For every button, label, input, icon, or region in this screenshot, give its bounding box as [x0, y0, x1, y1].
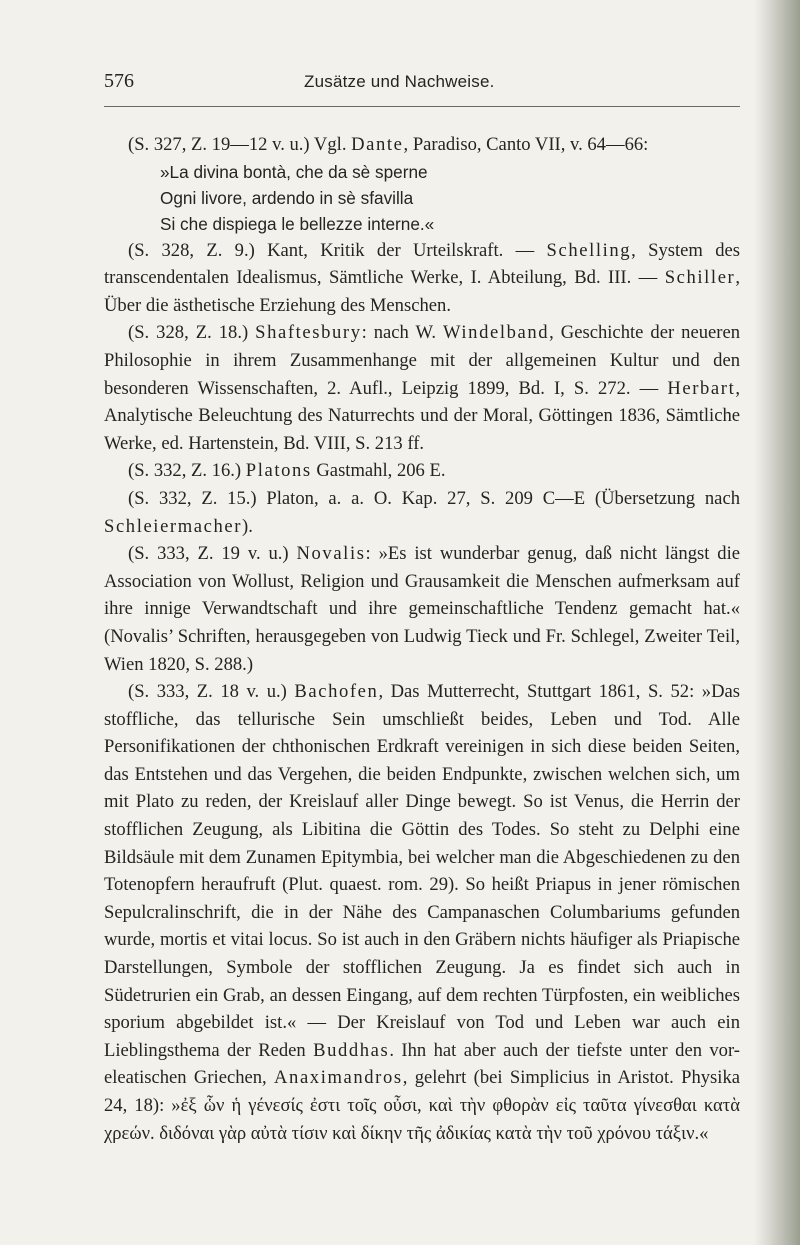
note-text: , Analytische Beleuchtung des Naturrechts und der Moral, Göttingen 1836, Sämtliche Werke, ed. Hartenstein, Bd. VIII, S. 213 ff. — [104, 377, 740, 454]
page-number: 576 — [104, 70, 134, 92]
note-ref: (S. 333, Z. 19 v. u.) — [128, 543, 297, 565]
author-name: Schiller — [664, 267, 736, 289]
note-dante — [104, 131, 740, 159]
note-text: ). — [242, 515, 253, 537]
page-body — [104, 131, 740, 1147]
note-ref: (S. 328, Z. 9.) Kant, Kritik der Urteilskraft. — — [128, 239, 547, 261]
author-name: Herbart — [667, 377, 736, 399]
note-kant — [104, 237, 740, 320]
note-text: . Ihn hat aber auch der tiefste unter den vor-eleatischen Griechen, — [104, 1039, 740, 1089]
author-name: Novalis — [296, 543, 366, 565]
note-ref: (S. 327, Z. 19—12 v. u.) Vgl. — [128, 134, 352, 155]
author-name: Buddhas — [313, 1039, 390, 1061]
note-text: : »Es ist wunderbar genug, daß nicht längst die Association von Wollust, Religion und Grausamkeit die Menschen aufmerksam auf ihre innige Verwandtschaft und ihre gemeinschaftliche Tendenz gemacht hat.« (Novalis’ Schriften, herausgegeben von Ludwig Tieck und Fr. Schlegel, Zweiter Teil, Wien 1820, S. 288.) — [104, 543, 740, 675]
verse-line: Ogni livore, ardendo in sè sfavilla — [160, 187, 414, 208]
note-text: , Paradiso, Canto VII, v. 64—66: — [403, 134, 649, 155]
note-ref: (S. 328, Z. 18.) — [128, 322, 256, 344]
note-text: , Geschichte der neueren Philosophie in ihrem Zusammenhange mit der allgemeinen Kultur und den besonderen Wissenschaften, 2. Aufl., Leipzig 1899, Bd. I, S. 272. — — [104, 322, 740, 399]
note-novalis — [104, 540, 740, 678]
author-name: Shaftesbury — [255, 322, 362, 344]
note-ref: (S. 332, Z. 15.) Platon, a. a. O. Kap. 27, S. 209 C—E (Übersetzung nach — [128, 487, 740, 509]
author-name: Windelband — [443, 322, 550, 344]
note-platon-1 — [104, 457, 740, 485]
book-page — [104, 70, 740, 1147]
note-text: : nach W. — [361, 322, 444, 344]
running-head: Zusätze und Nachweise. — [304, 72, 495, 91]
note-text: Gastmahl, 206 E. — [311, 460, 446, 482]
note-text: , System des transcendentalen Idealismus, Sämtliche Werke, I. Abteilung, Bd. III. — — [104, 239, 740, 289]
note-ref: (S. 332, Z. 16.) — [128, 460, 246, 482]
author-name: Anaximandros — [274, 1067, 403, 1089]
verse-line: Si che dispiega le bellezze interne.« — [160, 213, 435, 234]
author-name: Schelling — [546, 239, 632, 261]
note-ref: (S. 333, Z. 18 v. u.) — [128, 681, 295, 703]
note-text: , Das Mutterrecht, Stuttgart 1861, S. 52: »Das stoffliche, das tellurische Sein umschließt beides, Leben und Tod. Alle Personifikationen der chthonischen Erdkraft vereinigen in sich diese beiden Seiten, das Entstehen und das Vergehen, die beiden Endpunkte, zwischen welchen sich, um mit Plato zu reden, der Kreislauf aller Dinge bewegt. So ist Venus, die Herrin der stofflichen Zeugung, als Libitina die Göttin des Todes. So steht zu Delphi eine Bildsäule mit dem Zunamen Epitymbia, bei welcher man die Abgeschiedenen zu den Totenopfern heraufruft (Plut. quaest. rom. 29). So heißt Priapus in jener römischen Sepulcralinschrift, die in der Nähe des Campanaschen Columbariums gefunden wurde, mortis et vitai locus. So ist auch in den Gräbern nichts häufiger als Priapische Darstellungen, Symbole der stofflichen Zeugung. Ja es findet sich auch in Südetrurien ein Grab, an dessen Eingang, auf dem rechten Türpfosten, ein weibliches sporium abgebildet ist.« — Der Kreislauf von Tod und Leben war auch ein Lieblingsthema der Reden — [104, 681, 740, 1061]
note-text: , gelehrt (bei Simplicius in Aristot. Physika 24, 18): »ἐξ ὧν ἡ γένεσίς ἐστι τοῖς οὖσι, καὶ τὴν φθορὰν εἰς ταῦτα γίνεσθαι κατὰ χρεών. διδόναι γὰρ αὐτὰ τίσιν καὶ δίκην τῆς ἀδικίας κατὰ τὴν τοῦ χρόνου τάξιν.« — [104, 1067, 740, 1144]
author-name: Platons — [245, 460, 312, 482]
note-bachofen — [104, 678, 740, 1147]
verse-line: »La divina bontà, che da sè sperne — [160, 161, 428, 182]
author-name: Dante — [351, 134, 404, 155]
author-name: Bachofen — [294, 681, 379, 703]
author-name: Schleiermacher — [104, 515, 243, 537]
note-text: , Über die ästhetische Erziehung des Menschen. — [104, 267, 740, 316]
note-platon-2 — [104, 485, 740, 540]
page-header — [104, 70, 740, 107]
verse-quote — [160, 159, 740, 237]
page-edge-shadow — [754, 0, 800, 1245]
note-shaftesbury — [104, 319, 740, 457]
